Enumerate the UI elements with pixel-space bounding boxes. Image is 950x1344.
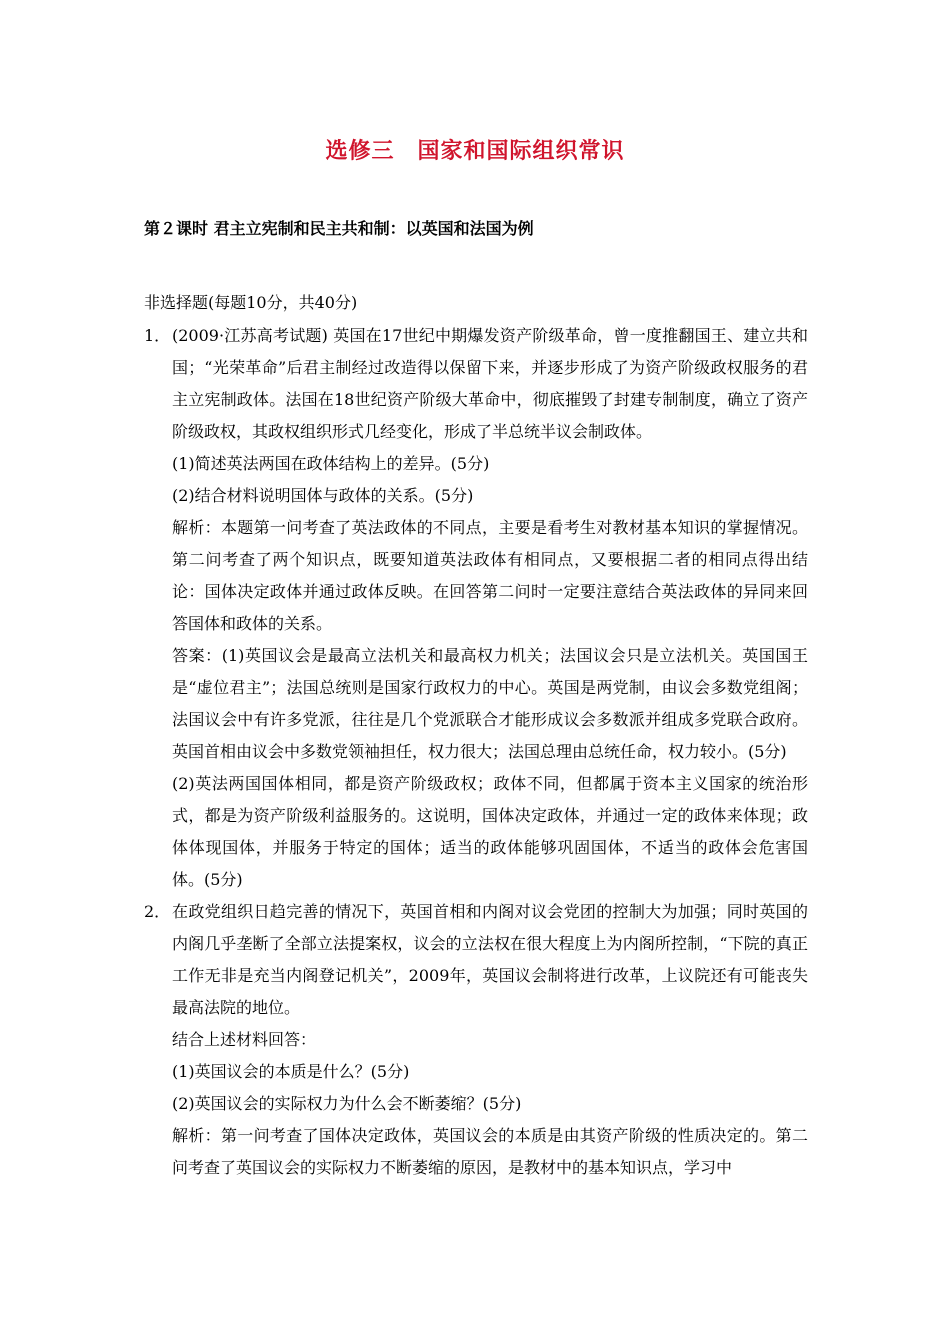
- sub-question-1: (1)简述英法两国在政体结构上的差异。(5分): [172, 454, 490, 473]
- lesson-title: 第２课时 君主立宪制和民主共和制：以英国和法国为例: [144, 219, 534, 238]
- analysis-text: 解析：第一问考查了国体决定政体，英国议会的本质是由其资产阶级的性质决定的。第二问考查了英国议会的实际权力不断萎缩的原因，是教材中的基本知识点，学习中: [172, 1126, 808, 1177]
- question-stem: (2009·江苏高考试题) 英国在17世纪中期爆发资产阶级革命，曾一度推翻国王、建立共和国；“光荣革命”后君主制经过改造得以保留下来，并逐步形成了为资产阶级政权服务的君主立宪制政体。法国在18世纪资产阶级大革命中，彻底摧毁了封建专制制度，确立了资产阶级政权，其政权组织形式几经变化，形成了半总统半议会制政体。: [172, 326, 808, 441]
- question-1: [144, 320, 808, 896]
- answer-part-1: 答案：(1)英国议会是最高立法机关和最高权力机关；法国议会只是立法机关。英国国王是“虚位君主”；法国总统则是国家行政权力的中心。英国是两党制，由议会多数党组阁；法国议会中有许多党派，往往是几个党派联合才能形成议会多数派并组成多党联合政府。英国首相由议会中多数党领袖担任，权力很大；法国总理由总统任命，权力较小。(5分): [172, 646, 808, 761]
- sub-question-2: (2)英国议会的实际权力为什么会不断萎缩？(5分): [172, 1094, 522, 1113]
- question-number: 2．: [144, 902, 171, 921]
- question-list: [144, 320, 808, 1184]
- question-body: [172, 896, 808, 1184]
- question-number: 1．: [144, 326, 171, 345]
- analysis-text: 解析：本题第一问考查了英法政体的不同点，主要是看考生对教材基本知识的掌握情况。第二问考查了两个知识点，既要知道英法政体有相同点，又要根据二者的相同点得出结论：国体决定政体并通过政体反映。在回答第二问时一定要注意结合英法政体的异同来回答国体和政体的关系。: [172, 518, 808, 633]
- section-heading: 非选择题(每题10分，共40分): [144, 293, 358, 312]
- answer-part-2: (2)英法两国国体相同，都是资产阶级政权；政体不同，但都属于资本主义国家的统治形式，都是为资产阶级利益服务的。这说明，国体决定政体，并通过一定的政体来体现；政体体现国体，并服务于特定的国体；适当的政体能够巩固国体，不适当的政体会危害国体。(5分): [172, 774, 808, 889]
- sub-question-1: (1)英国议会的本质是什么？(5分): [172, 1062, 410, 1081]
- question-stem: 在政党组织日趋完善的情况下，英国首相和内阁对议会党团的控制大为加强；同时英国的内阁几乎垄断了全部立法提案权，议会的立法权在很大程度上为内阁所控制，“下院的真正工作无非是充当内阁登记机关”，2009年，英国议会制将进行改革，上议院还有可能丧失最高法院的地位。: [172, 902, 808, 1017]
- page-title: 选修三 国家和国际组织常识: [325, 138, 625, 164]
- sub-question-2: (2)结合材料说明国体与政体的关系。(5分): [172, 486, 474, 505]
- question-prompt: 结合上述材料回答：: [172, 1030, 317, 1049]
- question-body: [172, 320, 808, 896]
- question-2: [144, 896, 808, 1184]
